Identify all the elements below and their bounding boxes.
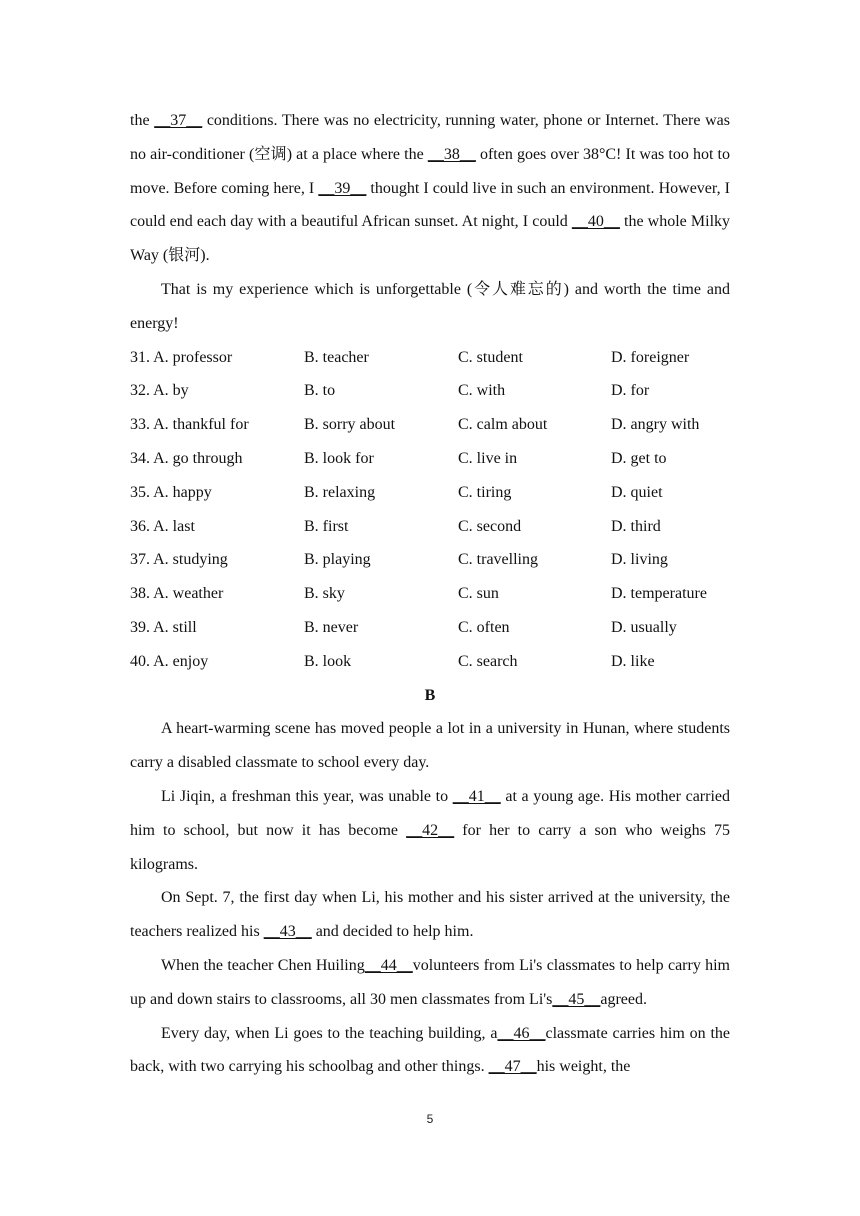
option-choice: D. usually [611, 618, 677, 636]
option-choice: B. to [304, 382, 336, 400]
option-choice: B. relaxing [304, 483, 376, 501]
option-choice: C. sun [458, 585, 499, 603]
option-choice: C. tiring [458, 483, 512, 501]
text-run: Every day, when Li goes to the teaching building, a [161, 1024, 498, 1042]
text-run: thought I could live in such an environment. However, I could end each day with a beautiful African sunset. At night, I could [130, 179, 730, 231]
page-number: 5 [426, 1112, 434, 1126]
option-row [130, 374, 730, 408]
passage-b-paragraph [130, 1017, 730, 1085]
answer-blank: __39__ [318, 179, 367, 197]
option-choice: 39. A. still [130, 618, 197, 636]
option-row [130, 577, 730, 611]
option-choice: C. travelling [458, 551, 538, 569]
option-choice: 33. A. thankful for [130, 416, 249, 434]
text-run: the [130, 112, 155, 129]
option-choice: C. student [458, 348, 523, 366]
text-run: at a young age. His mother carried him to school, but now it has become [130, 787, 731, 839]
option-row [130, 442, 730, 476]
option-choice: C. calm about [458, 416, 548, 434]
text-run: often goes over 38°C! It was too hot to move. Before coming here, I [130, 145, 730, 197]
option-row [130, 476, 730, 510]
option-choice: 40. A. enjoy [130, 652, 209, 670]
section-b-title: B [424, 686, 436, 704]
option-choice: B. first [304, 517, 349, 535]
option-row [130, 611, 730, 645]
passage-b-paragraph [130, 949, 730, 1017]
answer-options [130, 341, 730, 679]
option-choice: 31. A. professor [130, 348, 233, 366]
option-choice: D. temperature [611, 585, 707, 603]
answer-blank: __38__ [427, 145, 476, 163]
text-run: On Sept. 7, the first day when Li, his mother and his sister arrived at the university, the teachers realized his [130, 889, 730, 941]
option-row [130, 510, 730, 544]
option-choice: B. playing [304, 551, 371, 569]
passage-b-paragraph [130, 881, 730, 949]
answer-blank: __41__ [452, 787, 501, 805]
option-row [130, 645, 730, 679]
answer-blank: __46__ [497, 1024, 546, 1042]
option-choice: C. live in [458, 449, 518, 467]
option-choice: B. never [304, 618, 359, 636]
option-choice: C. often [458, 618, 510, 636]
option-choice: C. with [458, 382, 506, 400]
option-row [130, 341, 730, 375]
passage-b [130, 712, 730, 1084]
text-run: his weight, the [536, 1058, 631, 1076]
option-choice: D. get to [611, 449, 667, 467]
answer-blank: __42__ [406, 821, 455, 839]
passage-a-closing-paragraph: That is my experience which is unforgettable (令人难忘的) and worth the time and energy! [130, 280, 730, 332]
passage-b-paragraph [130, 780, 730, 881]
text-run: Li Jiqin, a freshman this year, was unable to [161, 787, 453, 805]
answer-blank: __44__ [364, 956, 413, 974]
text-run: A heart-warming scene has moved people a lot in a university in Hunan, where students carry a disabled classmate to school every day. [130, 720, 730, 772]
text-run: for her to carry a son who weighs 75 kilograms. [130, 821, 730, 873]
text-run: agreed. [600, 990, 648, 1008]
option-choice: C. second [458, 517, 522, 535]
text-run: When the teacher Chen Huiling [161, 956, 365, 974]
option-choice: 36. A. last [130, 517, 195, 535]
option-row [130, 543, 730, 577]
option-choice: D. third [611, 517, 661, 535]
answer-blank: __47__ [488, 1058, 537, 1076]
option-choice: B. sky [304, 585, 345, 603]
option-choice: 32. A. by [130, 382, 189, 400]
answer-blank: __37__ [154, 112, 203, 129]
option-choice: 38. A. weather [130, 585, 224, 603]
passage-b-paragraph [130, 712, 730, 780]
option-choice: D. angry with [611, 416, 700, 434]
option-choice: B. teacher [304, 348, 369, 366]
answer-blank: __45__ [552, 990, 601, 1008]
text-run: and decided to help him. [311, 923, 474, 941]
option-choice: 35. A. happy [130, 483, 212, 501]
option-choice: D. like [611, 652, 655, 670]
option-choice: B. look for [304, 449, 374, 467]
option-choice: D. living [611, 551, 668, 569]
option-choice: D. for [611, 382, 650, 400]
option-choice: D. quiet [611, 483, 663, 501]
answer-blank: __43__ [263, 923, 312, 941]
passage-a-paragraph [130, 104, 730, 273]
text-run: the whole Milky Way (银河). [130, 213, 731, 265]
option-row [130, 408, 730, 442]
document-body [130, 104, 730, 1084]
option-choice: C. search [458, 652, 518, 670]
text-run: conditions. There was no electricity, running water, phone or Internet. There was no air-conditioner (空调) at a place where the [130, 112, 731, 163]
option-choice: D. foreigner [611, 348, 690, 366]
text-run: volunteers from Li's classmates to help carry him up and down stairs to classrooms, all 30 men classmates from Li's [130, 956, 731, 1008]
option-choice: B. sorry about [304, 416, 396, 434]
option-choice: 37. A. studying [130, 551, 228, 569]
option-choice: B. look [304, 652, 352, 670]
option-choice: 34. A. go through [130, 449, 243, 467]
text-run: classmate carries him on the back, with two carrying his schoolbag and other things. [130, 1024, 731, 1076]
answer-blank: __40__ [571, 213, 620, 231]
